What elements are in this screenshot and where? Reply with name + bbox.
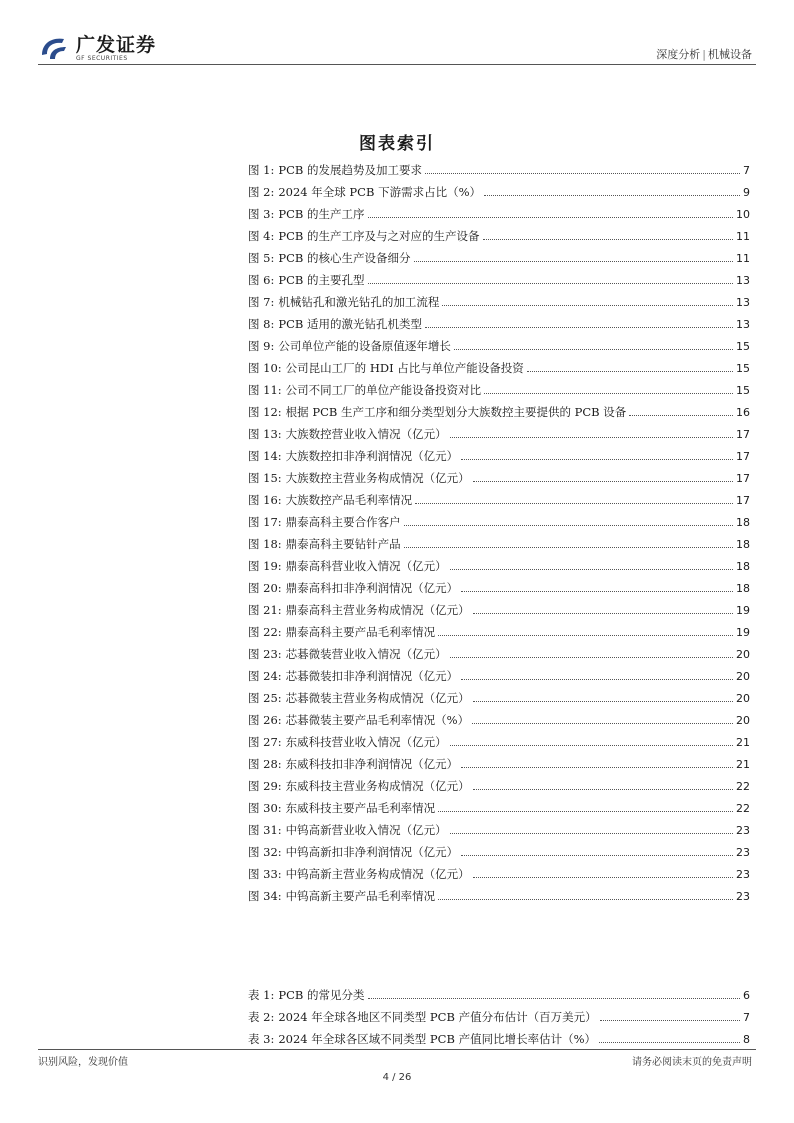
entry-page-number: 23 (736, 846, 750, 859)
entry-label: 中钨高新主营业务构成情况（亿元） (285, 867, 470, 881)
dot-leader (414, 261, 733, 262)
figure-index-entry[interactable] (248, 404, 750, 426)
figure-index-entry[interactable] (248, 712, 750, 734)
entry-prefix: 图 24: (248, 669, 282, 683)
table-index-entry[interactable] (248, 987, 750, 1009)
entry-label: 鼎泰高科主要合作客户 (285, 515, 401, 529)
entry-prefix: 图 8: (248, 317, 275, 331)
entry-page-number: 17 (736, 494, 750, 507)
entry-prefix: 图 19: (248, 559, 282, 573)
logo-en-text: GF SECURITIES (76, 55, 128, 62)
entry-label: PCB 的生产工序 (278, 207, 365, 221)
dot-leader (404, 525, 733, 526)
footer-disclaimer: 请务必阅读末页的免责声明 (632, 1057, 752, 1068)
entry-label: 中钨高新主要产品毛利率情况 (285, 889, 436, 903)
figure-index-entry[interactable] (248, 822, 750, 844)
entry-label: 大族数控扣非净利润情况（亿元） (285, 449, 459, 463)
entry-prefix: 图 10: (248, 361, 282, 375)
dot-leader (473, 481, 733, 482)
dot-leader (483, 239, 733, 240)
figure-index-entry[interactable] (248, 558, 750, 580)
figure-index-entry[interactable] (248, 228, 750, 250)
entry-prefix: 图 30: (248, 801, 282, 815)
entry-label: 根据 PCB 生产工序和细分类型划分大族数控主要提供的 PCB 设备 (285, 405, 627, 419)
entry-page-number: 15 (736, 362, 750, 375)
dot-leader (600, 1020, 740, 1021)
entry-page-number: 23 (736, 824, 750, 837)
entry-prefix: 图 28: (248, 757, 282, 771)
entry-prefix: 图 34: (248, 889, 282, 903)
entry-prefix: 图 25: (248, 691, 282, 705)
entry-prefix: 图 29: (248, 779, 282, 793)
entry-page-number: 18 (736, 582, 750, 595)
header-divider (38, 64, 756, 65)
page-number: 4 / 26 (382, 1072, 412, 1083)
entry-prefix: 表 1: (248, 988, 275, 1002)
entry-label: 鼎泰高科主营业务构成情况（亿元） (285, 603, 470, 617)
dot-leader (461, 679, 733, 680)
entry-page-number: 13 (736, 274, 750, 287)
dot-leader (473, 789, 733, 790)
dot-leader (450, 437, 733, 438)
entry-prefix: 图 31: (248, 823, 282, 837)
entry-prefix: 图 26: (248, 713, 282, 727)
entry-label: 大族数控产品毛利率情况 (285, 493, 413, 507)
dot-leader (404, 547, 733, 548)
figure-index-entry[interactable] (248, 162, 750, 184)
entry-label: 鼎泰高科主要钻针产品 (285, 537, 401, 551)
entry-prefix: 图 22: (248, 625, 282, 639)
entry-label: 鼎泰高科营业收入情况（亿元） (285, 559, 447, 573)
entry-page-number: 23 (736, 890, 750, 903)
entry-page-number: 18 (736, 560, 750, 573)
entry-page-number: 16 (736, 406, 750, 419)
entry-prefix: 图 27: (248, 735, 282, 749)
entry-page-number: 15 (736, 340, 750, 353)
entry-prefix: 图 16: (248, 493, 282, 507)
breadcrumb-separator: | (702, 48, 706, 61)
dot-leader (415, 503, 733, 504)
entry-label: PCB 的核心生产设备细分 (278, 251, 411, 265)
entry-prefix: 图 13: (248, 427, 282, 441)
entry-label: 芯碁微装营业收入情况（亿元） (285, 647, 447, 661)
entry-label: 大族数控主营业务构成情况（亿元） (285, 471, 470, 485)
dot-leader (368, 998, 740, 999)
entry-page-number: 7 (743, 164, 750, 177)
dot-leader (450, 657, 733, 658)
entry-page-number: 23 (736, 868, 750, 881)
dot-leader (473, 701, 733, 702)
figure-index-entry[interactable] (248, 844, 750, 866)
entry-page-number: 20 (736, 692, 750, 705)
entry-label: 芯碁微装主要产品毛利率情况（%） (285, 713, 470, 727)
entry-prefix: 图 15: (248, 471, 282, 485)
figure-index-entry[interactable] (248, 602, 750, 624)
dot-leader (425, 173, 740, 174)
entry-label: 2024 年全球各区域不同类型 PCB 产值同比增长率估计（%） (278, 1032, 597, 1046)
figure-index-entry[interactable] (248, 624, 750, 646)
dot-leader (442, 305, 733, 306)
footer-divider (38, 1049, 756, 1050)
entry-page-number: 13 (736, 296, 750, 309)
entry-page-number: 11 (736, 252, 750, 265)
figure-index-entry[interactable] (248, 338, 750, 360)
entry-page-number: 8 (743, 1033, 750, 1046)
dot-leader (438, 899, 733, 900)
figure-index-entry[interactable] (248, 360, 750, 382)
entry-label: 大族数控营业收入情况（亿元） (285, 427, 447, 441)
entry-page-number: 11 (736, 230, 750, 243)
entry-prefix: 图 18: (248, 537, 282, 551)
figure-index-entry[interactable] (248, 272, 750, 294)
table-index (248, 987, 750, 1053)
dot-leader (473, 613, 733, 614)
entry-page-number: 21 (736, 736, 750, 749)
dot-leader (461, 855, 733, 856)
entry-prefix: 图 17: (248, 515, 282, 529)
figure-index-entry[interactable] (248, 492, 750, 514)
entry-page-number: 15 (736, 384, 750, 397)
page-title: 图表索引 (359, 134, 435, 154)
entry-prefix: 图 12: (248, 405, 282, 419)
entry-label: 公司单位产能的设备原值逐年增长 (278, 339, 451, 353)
figure-index-entry[interactable] (248, 888, 750, 910)
header-breadcrumb (656, 46, 752, 62)
dot-leader (527, 371, 733, 372)
entry-page-number: 17 (736, 428, 750, 441)
entry-page-number: 18 (736, 516, 750, 529)
figure-index-entry[interactable] (248, 448, 750, 470)
entry-prefix: 图 5: (248, 251, 275, 265)
figure-index-entry[interactable] (248, 536, 750, 558)
entry-label: PCB 的主要孔型 (278, 273, 365, 287)
entry-page-number: 22 (736, 802, 750, 815)
dot-leader (461, 767, 733, 768)
dot-leader (450, 745, 733, 746)
entry-prefix: 表 2: (248, 1010, 275, 1024)
entry-label: 中钨高新营业收入情况（亿元） (285, 823, 447, 837)
logo-cn-text: 广发证券 (76, 34, 157, 56)
figure-index-entry[interactable] (248, 382, 750, 404)
entry-prefix: 图 7: (248, 295, 275, 309)
dot-leader (368, 217, 733, 218)
figure-index-entry[interactable] (248, 250, 750, 272)
figure-index-entry[interactable] (248, 426, 750, 448)
figure-index-entry[interactable] (248, 646, 750, 668)
entry-label: 中钨高新扣非净利润情况（亿元） (285, 845, 459, 859)
entry-prefix: 图 9: (248, 339, 275, 353)
entry-page-number: 18 (736, 538, 750, 551)
entry-page-number: 17 (736, 472, 750, 485)
figure-index-entry[interactable] (248, 800, 750, 822)
dot-leader (484, 393, 733, 394)
table-index-entry[interactable] (248, 1009, 750, 1031)
dot-leader (599, 1042, 740, 1043)
logo (38, 33, 156, 65)
figure-index-entry[interactable] (248, 778, 750, 800)
entry-page-number: 7 (743, 1011, 750, 1024)
dot-leader (425, 327, 733, 328)
entry-label: 东威科技主要产品毛利率情况 (285, 801, 436, 815)
entry-label: 芯碁微装主营业务构成情况（亿元） (285, 691, 470, 705)
report-category: 深度分析 (656, 48, 701, 61)
entry-label: PCB 的常见分类 (278, 988, 365, 1002)
entry-prefix: 图 32: (248, 845, 282, 859)
entry-label: 公司不同工厂的单位产能设备投资对比 (285, 383, 482, 397)
entry-page-number: 9 (743, 186, 750, 199)
entry-page-number: 19 (736, 626, 750, 639)
dot-leader (629, 415, 733, 416)
dot-leader (368, 283, 733, 284)
dot-leader (454, 349, 733, 350)
entry-label: 2024 年全球各地区不同类型 PCB 产值分布估计（百万美元） (278, 1010, 597, 1024)
figure-index-entry[interactable] (248, 756, 750, 778)
dot-leader (472, 723, 733, 724)
entry-page-number: 20 (736, 648, 750, 661)
entry-label: PCB 的生产工序及与之对应的生产设备 (278, 229, 480, 243)
figure-index-entry[interactable] (248, 734, 750, 756)
entry-label: 公司昆山工厂的 HDI 占比与单位产能设备投资 (285, 361, 524, 375)
report-sector: 机械设备 (708, 48, 752, 61)
entry-page-number: 13 (736, 318, 750, 331)
entry-page-number: 21 (736, 758, 750, 771)
entry-page-number: 22 (736, 780, 750, 793)
figure-index-entry[interactable] (248, 866, 750, 888)
entry-prefix: 图 23: (248, 647, 282, 661)
dot-leader (438, 635, 733, 636)
figure-index-entry[interactable] (248, 580, 750, 602)
entry-prefix: 图 11: (248, 383, 282, 397)
figure-index-entry[interactable] (248, 294, 750, 316)
figure-index-entry[interactable] (248, 690, 750, 712)
entry-label: 东威科技营业收入情况（亿元） (285, 735, 447, 749)
dot-leader (450, 833, 733, 834)
entry-prefix: 图 20: (248, 581, 282, 595)
entry-label: PCB 的发展趋势及加工要求 (278, 163, 423, 177)
footer-slogan: 识别风险，发现价值 (38, 1057, 128, 1068)
entry-page-number: 10 (736, 208, 750, 221)
entry-label: 鼎泰高科扣非净利润情况（亿元） (285, 581, 459, 595)
entry-label: PCB 适用的激光钻孔机类型 (278, 317, 423, 331)
entry-label: 机械钻孔和激光钻孔的加工流程 (278, 295, 440, 309)
entry-prefix: 图 6: (248, 273, 275, 287)
entry-label: 东威科技扣非净利润情况（亿元） (285, 757, 459, 771)
dot-leader (438, 811, 733, 812)
entry-prefix: 图 3: (248, 207, 275, 221)
entry-page-number: 20 (736, 670, 750, 683)
gf-logo-icon (38, 33, 70, 65)
dot-leader (461, 591, 733, 592)
figure-index-entry[interactable] (248, 668, 750, 690)
dot-leader (450, 569, 733, 570)
entry-prefix: 图 14: (248, 449, 282, 463)
figure-index-entry[interactable] (248, 316, 750, 338)
figure-index-entry[interactable] (248, 470, 750, 492)
entry-page-number: 20 (736, 714, 750, 727)
figure-index-entry[interactable] (248, 184, 750, 206)
figure-index-entry[interactable] (248, 206, 750, 228)
entry-page-number: 17 (736, 450, 750, 463)
entry-label: 芯碁微装扣非净利润情况（亿元） (285, 669, 459, 683)
entry-prefix: 图 4: (248, 229, 275, 243)
figure-index (248, 162, 750, 910)
entry-label: 鼎泰高科主要产品毛利率情况 (285, 625, 436, 639)
entry-prefix: 图 2: (248, 185, 275, 199)
entry-label: 东威科技主营业务构成情况（亿元） (285, 779, 470, 793)
dot-leader (461, 459, 733, 460)
entry-label: 2024 年全球 PCB 下游需求占比（%） (278, 185, 482, 199)
entry-prefix: 图 21: (248, 603, 282, 617)
dot-leader (473, 877, 733, 878)
entry-prefix: 表 3: (248, 1032, 275, 1046)
entry-prefix: 图 33: (248, 867, 282, 881)
entry-page-number: 6 (743, 989, 750, 1002)
figure-index-entry[interactable] (248, 514, 750, 536)
entry-prefix: 图 1: (248, 163, 275, 177)
dot-leader (484, 195, 740, 196)
entry-page-number: 19 (736, 604, 750, 617)
